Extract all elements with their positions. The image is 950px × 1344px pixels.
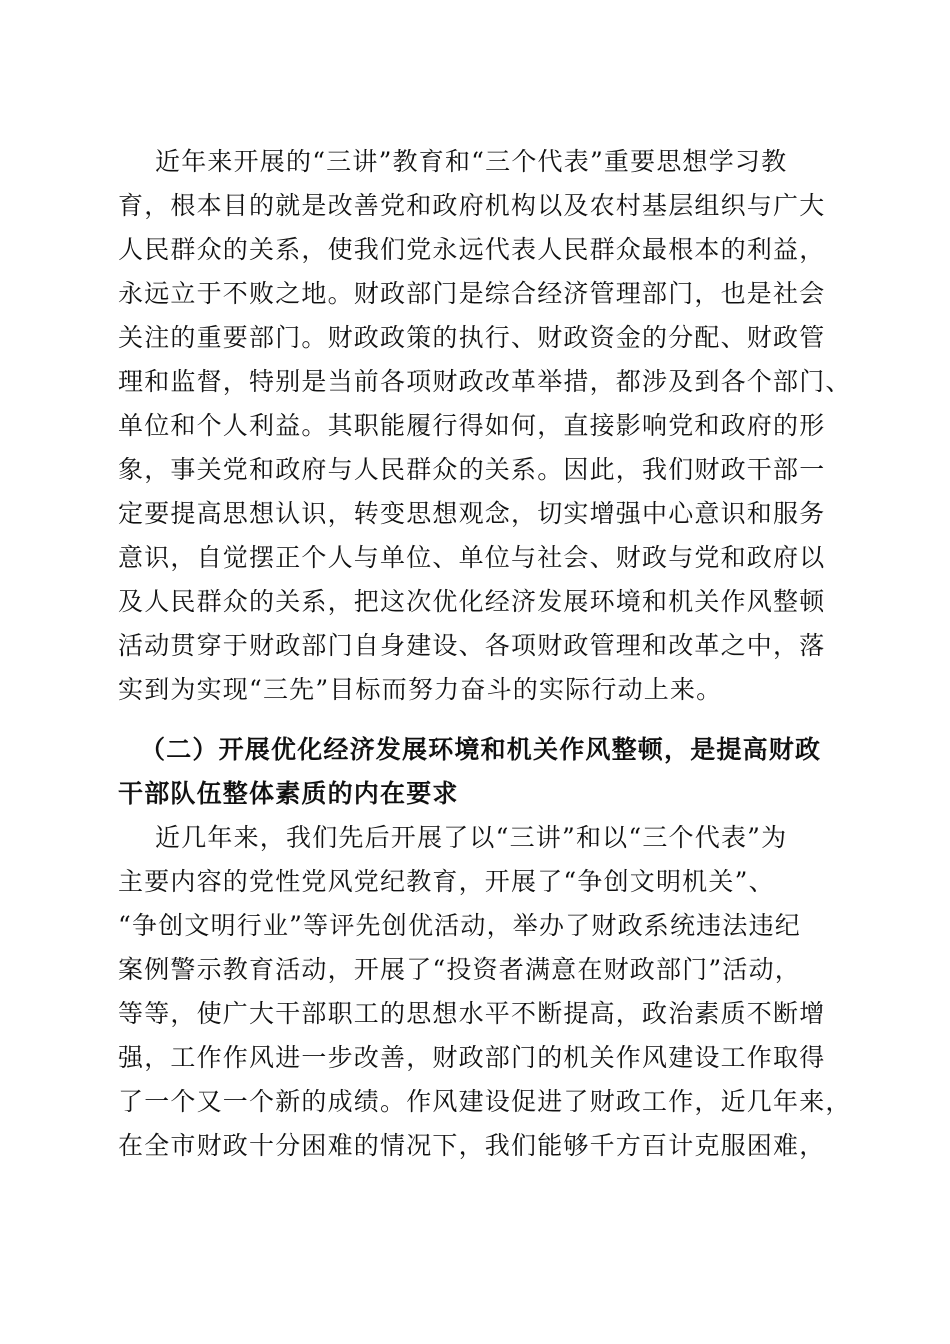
- text-line: 象，事关党和政府与人民群众的关系。因此，我们财政干部一: [118, 455, 826, 484]
- text-line: 等等，使广大干部职工的思想水平不断提高，政治素质不断增: [118, 999, 826, 1028]
- text-line: 案例警示教育活动，开展了“投资者满意在财政部门”活动，: [118, 955, 801, 984]
- text-line: 强，工作作风进一步改善，财政部门的机关作风建设工作取得: [118, 1043, 826, 1072]
- text-line: 单位和个人利益。其职能履行得如何，直接影响党和政府的形: [118, 411, 826, 440]
- text-line: 人民群众的关系，使我们党永远代表人民群众最根本的利益，: [118, 235, 826, 264]
- text-line: 关注的重要部门。财政政策的执行、财政资金的分配、财政管: [118, 323, 826, 352]
- text-line: 实到为实现“三先”目标而努力奋斗的实际行动上来。: [118, 675, 723, 704]
- text-line: 定要提高思想认识，转变思想观念，切实增强中心意识和服务: [118, 499, 826, 528]
- section-heading: 干部队伍整体素质的内在要求: [118, 779, 459, 808]
- text-line: 及人民群众的关系，把这次优化经济发展环境和机关作风整顿: [118, 587, 826, 616]
- text-line: 了一个又一个新的成绩。作风建设促进了财政工作，近几年来，: [118, 1087, 852, 1116]
- text-line: 育，根本目的就是改善党和政府机构以及农村基层组织与广大: [118, 191, 826, 220]
- text-line: 主要内容的党性党风党纪教育，开展了“争创文明机关”、: [118, 867, 775, 896]
- text-line: 理和监督，特别是当前各项财政改革举措，都涉及到各个部门、: [118, 367, 852, 396]
- text-line: 永远立于不败之地。财政部门是综合经济管理部门，也是社会: [118, 279, 826, 308]
- section-heading: （二）开展优化经济发展环境和机关作风整顿，是提高财政: [140, 735, 822, 764]
- text-line: 近年来开展的“三讲”教育和“三个代表”重要思想学习教: [155, 147, 788, 176]
- text-line: 在全市财政十分困难的情况下，我们能够千方百计克服困难，: [118, 1131, 826, 1160]
- text-line: “争创文明行业”等评先创优活动，举办了财政系统违法违纪: [118, 911, 801, 940]
- text-line: 近几年来，我们先后开展了以“三讲”和以“三个代表”为: [155, 823, 788, 852]
- text-line: 活动贯穿于财政部门自身建设、各项财政管理和改革之中，落: [118, 631, 826, 660]
- text-line: 意识，自觉摆正个人与单位、单位与社会、财政与党和政府以: [118, 543, 826, 572]
